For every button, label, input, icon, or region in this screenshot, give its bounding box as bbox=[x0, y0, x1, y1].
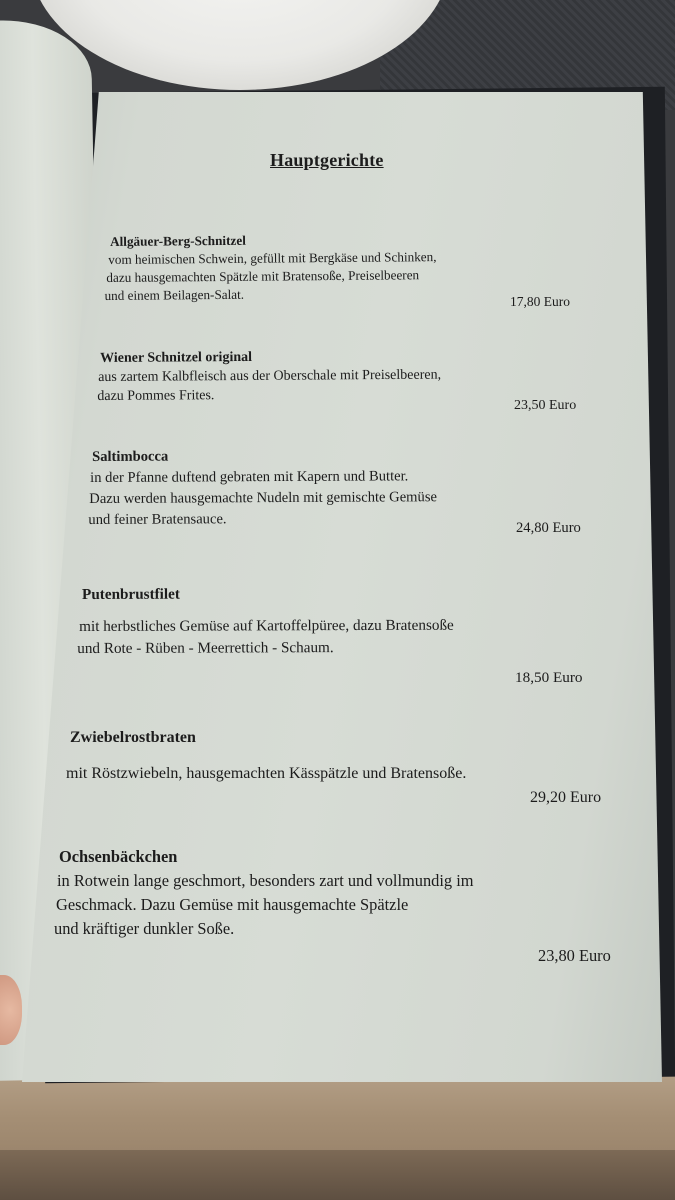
dish-price: 23,50 Euro bbox=[514, 398, 577, 413]
dish-description: und kräftiger dunkler Soße. bbox=[54, 919, 235, 938]
dish-description: in der Pfanne duftend gebraten mit Kapern und Butter. bbox=[90, 468, 409, 486]
dish-price: 23,80 Euro bbox=[538, 946, 611, 965]
page-title: Hauptgerichte bbox=[270, 150, 384, 170]
dish-item bbox=[88, 445, 437, 531]
dish-price: 18,50 Euro bbox=[515, 669, 583, 686]
dish-price: 29,20 Euro bbox=[530, 789, 602, 806]
dish-description: vom heimischen Schwein, gefüllt mit Bergkäse und Schinken, bbox=[108, 249, 437, 267]
dish-item bbox=[77, 583, 454, 660]
dish-description: dazu hausgemachten Spätzle mit Bratensoße, Preiselbeeren bbox=[106, 267, 420, 285]
dish-description: Geschmack. Dazu Gemüse mit hausgemachte Spätzle bbox=[56, 895, 409, 914]
dish-name: Putenbrustfilet bbox=[82, 585, 180, 603]
dish-name: Zwiebelrostbraten bbox=[70, 729, 196, 746]
dish-price: 17,80 Euro bbox=[510, 294, 570, 309]
dish-description: und Rote - Rüben - Meerrettich - Schaum. bbox=[77, 639, 334, 657]
dish-item bbox=[97, 347, 441, 406]
dish-name: Saltimbocca bbox=[92, 448, 169, 465]
dish-item bbox=[104, 230, 437, 305]
dish-description: mit Röstzwiebeln, hausgemachten Kässpätzle und Bratensoße. bbox=[66, 765, 467, 782]
dish-name: Wiener Schnitzel original bbox=[100, 349, 253, 366]
dish-name: Ochsenbäckchen bbox=[59, 847, 178, 866]
dish-description: Dazu werden hausgemachte Nudeln mit gemischte Gemüse bbox=[89, 489, 438, 507]
dish-description: und einem Beilagen-Salat. bbox=[104, 286, 245, 303]
dish-description: dazu Pommes Frites. bbox=[97, 388, 215, 404]
dish-price: 24,80 Euro bbox=[516, 520, 581, 536]
dish-item bbox=[54, 845, 474, 941]
dish-description: in Rotwein lange geschmort, besonders zart und vollmundig im bbox=[57, 871, 474, 890]
dish-description: aus zartem Kalbfleisch aus der Oberschale mit Preiselbeeren, bbox=[98, 367, 442, 385]
dish-item bbox=[66, 726, 466, 786]
dish-description: und feiner Bratensauce. bbox=[88, 511, 227, 528]
dish-description: mit herbstliches Gemüse auf Kartoffelpüree, dazu Bratensoße bbox=[79, 616, 454, 635]
dish-name: Allgäuer-Berg-Schnitzel bbox=[110, 232, 246, 249]
